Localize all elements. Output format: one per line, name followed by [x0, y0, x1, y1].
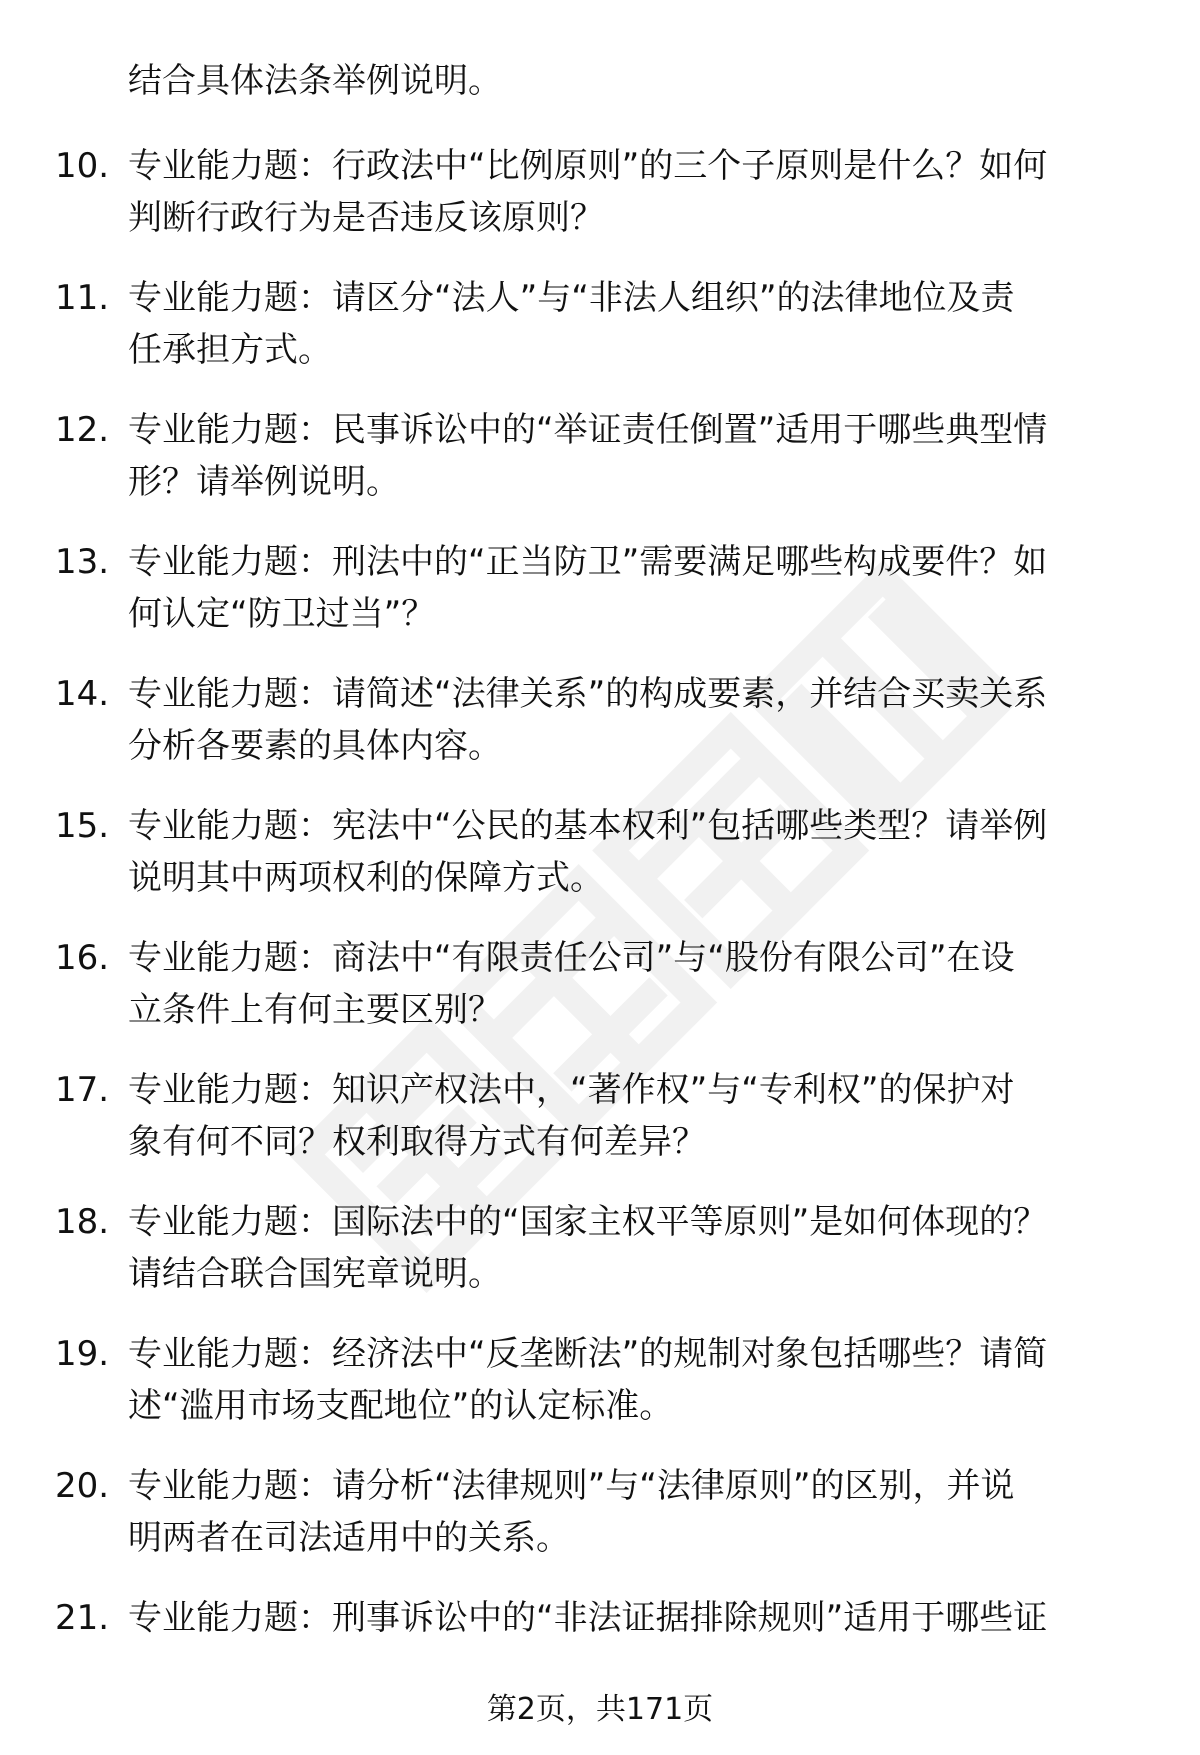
question-item: [0, 404, 1200, 536]
question-item: [0, 140, 1200, 272]
question-text: [128, 932, 1138, 1036]
question-line: 专业能力题：知识产权法中，“著作权”与“专利权”的保护对: [128, 1070, 1015, 1110]
question-number: 16.: [55, 938, 110, 978]
question-number: 21.: [55, 1598, 110, 1638]
question-text: [128, 1064, 1138, 1168]
question-item: [0, 1196, 1200, 1328]
question-line: 专业能力题：刑事诉讼中的“非法证据排除规则”适用于哪些证: [128, 1598, 1048, 1638]
question-text: [128, 1460, 1138, 1564]
question-text: [128, 800, 1138, 904]
question-line: 判断行政行为是否违反该原则？: [128, 198, 604, 238]
question-line: 专业能力题：刑法中的“正当防卫”需要满足哪些构成要件？如: [128, 542, 1048, 582]
question-text: [128, 140, 1138, 244]
question-line: 专业能力题：经济法中“反垄断法”的规制对象包括哪些？请简: [128, 1334, 1048, 1374]
question-line: 分析各要素的具体内容。: [128, 726, 502, 766]
continuation-text: 结合具体法条举例说明。: [128, 61, 502, 101]
question-text: [128, 1328, 1138, 1432]
question-number: 19.: [55, 1334, 110, 1374]
question-line: 专业能力题：请简述“法律关系”的构成要素，并结合买卖关系: [128, 674, 1048, 714]
question-item: [0, 1460, 1200, 1592]
page-footer: 第2页，共171页: [486, 1692, 714, 1727]
question-line: 说明其中两项权利的保障方式。: [128, 858, 604, 898]
question-item: [0, 932, 1200, 1064]
question-number: 12.: [55, 410, 110, 450]
question-line: 专业能力题：民事诉讼中的“举证责任倒置”适用于哪些典型情: [128, 410, 1048, 450]
question-line: 专业能力题：商法中“有限责任公司”与“股份有限公司”在设: [128, 938, 1015, 978]
question-item: [0, 272, 1200, 404]
question-line: 专业能力题：请分析“法律规则”与“法律原则”的区别，并说: [128, 1466, 1015, 1506]
question-text: [128, 1592, 1138, 1644]
question-line: 形？请举例说明。: [128, 462, 400, 502]
question-number: 10.: [55, 146, 110, 186]
question-line: 请结合联合国宪章说明。: [128, 1254, 502, 1294]
question-line: 任承担方式。: [128, 330, 332, 370]
question-line: 专业能力题：请区分“法人”与“非法人组织”的法律地位及责: [128, 278, 1015, 318]
question-text: [128, 1196, 1138, 1300]
question-line: 专业能力题：宪法中“公民的基本权利”包括哪些类型？请举例: [128, 806, 1048, 846]
question-item: [0, 1328, 1200, 1460]
question-line: 明两者在司法适用中的关系。: [128, 1518, 570, 1558]
question-line: 何认定“防卫过当”？: [128, 594, 436, 634]
question-number: 17.: [55, 1070, 110, 1110]
question-line: 述“滥用市场支配地位”的认定标准。: [128, 1386, 674, 1426]
question-number: 20.: [55, 1466, 110, 1506]
question-number: 13.: [55, 542, 110, 582]
question-number: 18.: [55, 1202, 110, 1242]
question-number: 15.: [55, 806, 110, 846]
question-number: 14.: [55, 674, 110, 714]
question-item: [0, 800, 1200, 932]
question-item: [0, 668, 1200, 800]
question-line: 专业能力题：国际法中的“国家主权平等原则”是如何体现的？: [128, 1202, 1048, 1242]
question-item: [0, 1064, 1200, 1196]
question-line: 立条件上有何主要区别？: [128, 990, 502, 1030]
question-text: [128, 536, 1138, 640]
question-line: 象有何不同？权利取得方式有何差异？: [128, 1122, 706, 1162]
question-text: [128, 404, 1138, 508]
question-item: [0, 536, 1200, 668]
question-list: [0, 140, 1200, 1724]
question-line: 专业能力题：行政法中“比例原则”的三个子原则是什么？如何: [128, 146, 1048, 186]
question-number: 11.: [55, 278, 110, 318]
question-text: [128, 272, 1138, 376]
question-text: [128, 668, 1138, 772]
